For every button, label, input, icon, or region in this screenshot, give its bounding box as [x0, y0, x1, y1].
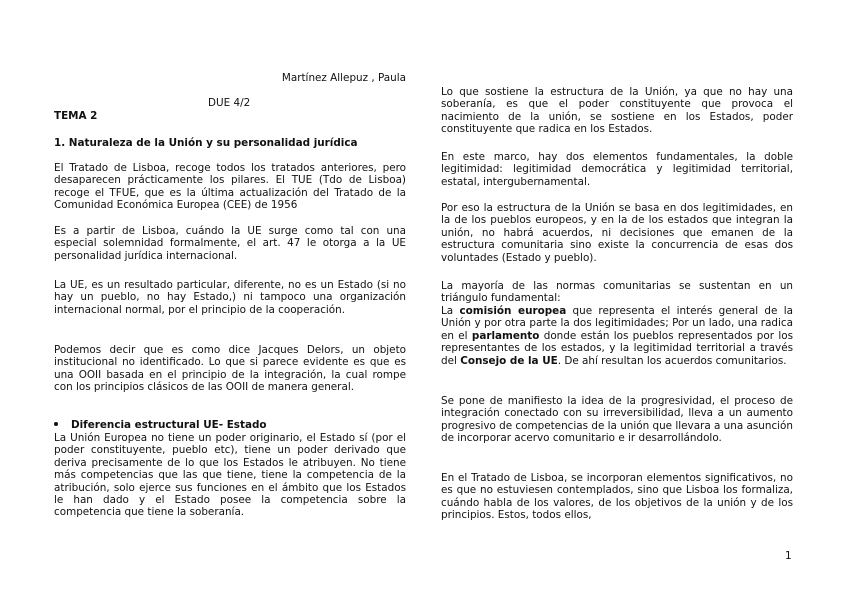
paragraph-triangulo-institucional [441, 305, 793, 367]
paragraph-personalidad-juridica: Es a partir de Lisboa, cuándo la UE surge como tal con una especial solemnidad formalmente, el art. 47 le otorga a la UE personalidad jurídica internacional. [54, 225, 406, 262]
text-span: . De ahí resultan los acuerdos comunitarios. [557, 354, 787, 367]
paragraph-dos-legitimidades: Por eso la estructura de la Unión se basa en dos legitimidades, en la de los pueblos europeos, y en la de los estados que integran la unión, no habrá acuerdos, ni decisiones que emanen de la estructura comunitaria sino existe la concurrencia de esas dos voluntades (Estado y pueblo). [441, 202, 793, 264]
document-code: DUE 4/2 [208, 97, 251, 109]
paragraph-progresividad: Se pone de manifiesto la idea de la progresividad, el proceso de integración conectado con su irreversibilidad, lleva a un aumento progresivo de competencias de la unión que llevara a una asunción de incorporar acervo comunitario e ir desarrollándolo. [441, 395, 794, 445]
bullet-heading-text: Diferencia estructural UE- Estado [71, 419, 267, 431]
author-name: Martínez Allepuz , Paula [281, 72, 406, 84]
paragraph-triangulo-intro: La mayoría de las normas comunitarias se sustentan en un triángulo fundamental: [441, 280, 793, 305]
topic-title: TEMA 2 [54, 110, 98, 122]
paragraph-elementos-significativos: En el Tratado de Lisboa, se incorporan elementos significativos, no es que no estuviesen contemplados, sino que Lisboa los formaliza, cuándo habla de los valores, de los objetivos de la unión y de los principios. Estos, todos ellos, [441, 472, 793, 522]
keyword-parlamento: parlamento [471, 329, 540, 342]
text-span: que representa el interés general de la Unión y por otra parte la dos legitimidades; Por un lado, una radica en el [441, 305, 793, 342]
paragraph-resultado-particular: La UE, es un resultado particular, diferente, no es un Estado (si no hay un pueblo, no hay Estado,) ni tampoco una organización internacional normal, por el principio de la cooperación. [54, 279, 406, 316]
section-heading: 1. Naturaleza de la Unión y su personalidad jurídica [54, 137, 358, 149]
text-span: La [441, 305, 460, 317]
page-number: 1 [785, 550, 792, 562]
bullet-icon [54, 422, 58, 426]
text-span: donde están los pueblos representados por los representantes de los estados, y la legitimidad territorial a través del [441, 329, 793, 367]
keyword-consejo: Consejo de la UE [460, 354, 558, 367]
paragraph-diferencia-estructural: La Unión Europea no tiene un poder originario, el Estado sí (por el poder constituyente, pueblo etc), tiene un poder derivado que deriva precisamente de lo que los Estados le atribuyen. No tiene más competencias que las que tiene, tiene la competencia de la atribución, solo ejerce sus funciones en el ámbito que los Estados le han dado y el Estado posee la competencia sobre la competencia que tiene la soberanía. [54, 432, 406, 519]
paragraph-estructura-union: Lo que sostiene la estructura de la Unión, ya que no hay una soberanía, es que el poder constituyente que provoca el nacimiento de la unión, se sostiene en los Estados, poder constituyente que radica en los Estados. [441, 86, 793, 136]
paragraph-tratado-lisboa: El Tratado de Lisboa, recoge todos los tratados anteriores, pero desaparecen prácticamente los pilares. El TUE (Tdo de Lisboa) recoge el TFUE, que es la última actualización del Tratado de la Comunidad Económica Europea (CEE) de 1956 [54, 162, 406, 212]
bullet-heading [54, 419, 267, 431]
paragraph-doble-legitimidad: En este marco, hay dos elementos fundamentales, la doble legitimidad: legitimidad democrática y legitimidad territorial, estatal, intergubernamental. [441, 151, 793, 188]
paragraph-jacques-delors: Podemos decir que es como dice Jacques Delors, un objeto institucional no identificado. Lo que si parece evidente es que es una OOII basada en el principio de la integración, la cual rompe con los principios clásicos de las OOII de manera general. [54, 344, 406, 394]
keyword-comision: comisión europea [459, 305, 567, 317]
